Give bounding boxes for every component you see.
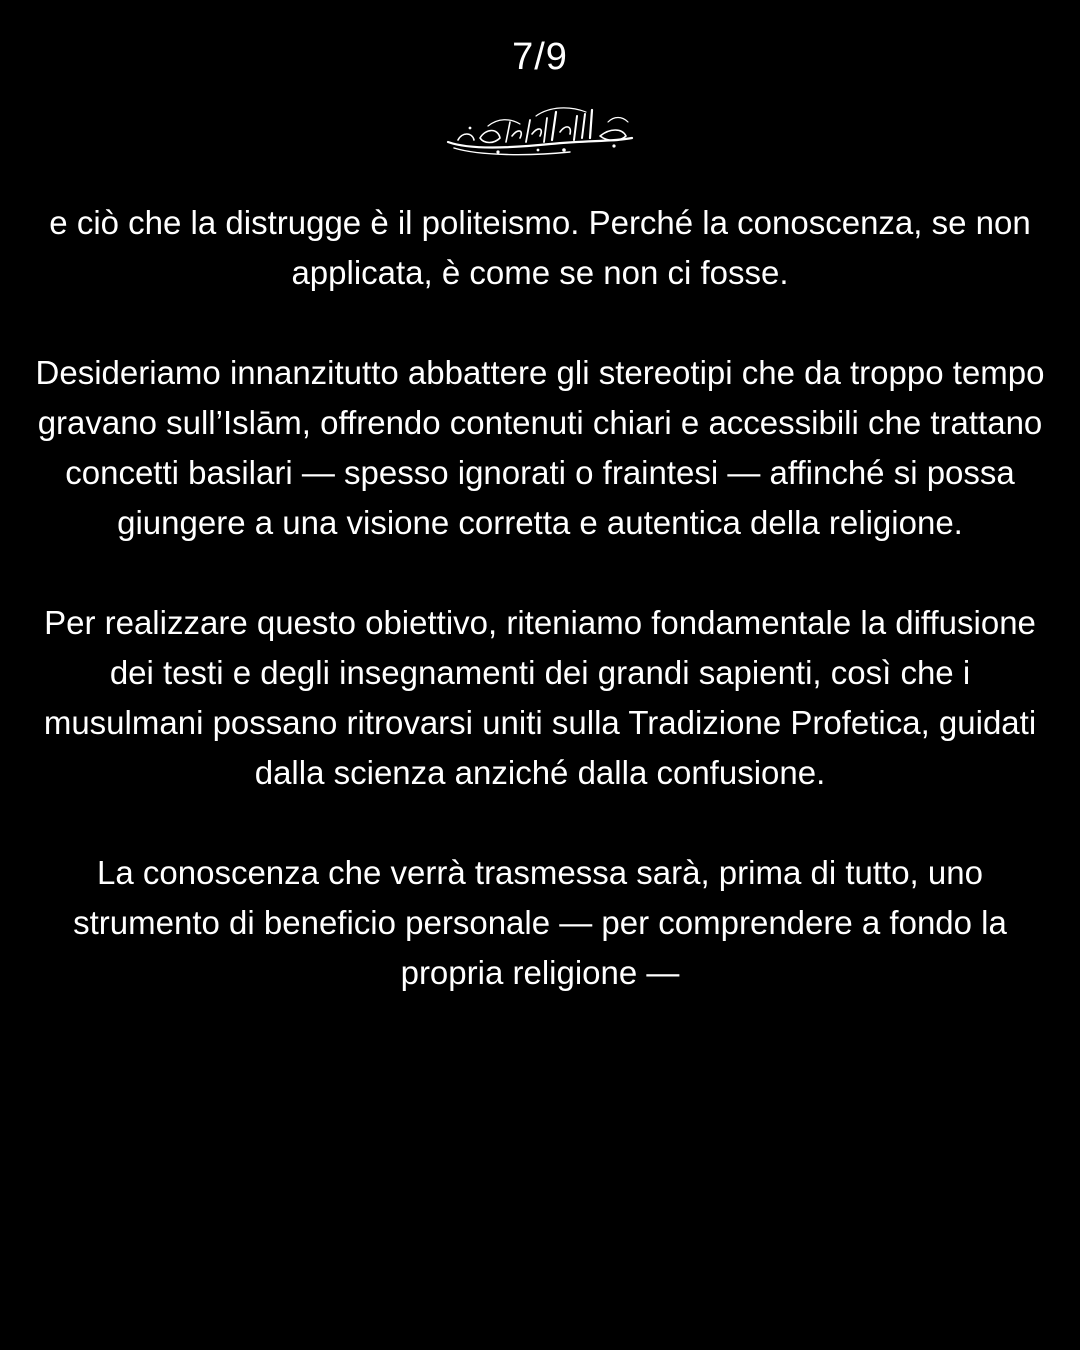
- paragraph: e ciò che la distrugge è il politeismo. Perché la conoscenza, se non applicata, è come se non ci fosse.: [49, 204, 1031, 291]
- basmala-calligraphy-icon: [440, 98, 640, 166]
- paragraph: Desideriamo innanzitutto abbattere gli stereotipi che da troppo tempo gravano sull’Islām, offrendo contenuti chiari e accessibili che trattano concetti basilari — spesso ignorati o fraintesi — affinché si possa giungere a una visione corretta e autentica della religione.: [35, 354, 1045, 541]
- page-counter: 7/9: [512, 36, 568, 78]
- body-text: [30, 198, 1050, 998]
- paragraph: Per realizzare questo obiettivo, riteniamo fondamentale la diffusione dei testi e degli insegnamenti dei grandi sapienti, così che i musulmani possano ritrovarsi uniti sulla Tradizione Profetica, guidati dalla scienza anziché dalla confusione.: [43, 604, 1037, 791]
- paragraph: La conoscenza che verrà trasmessa sarà, prima di tutto, uno strumento di beneficio personale — per comprendere a fondo la propria religione —: [73, 854, 1007, 991]
